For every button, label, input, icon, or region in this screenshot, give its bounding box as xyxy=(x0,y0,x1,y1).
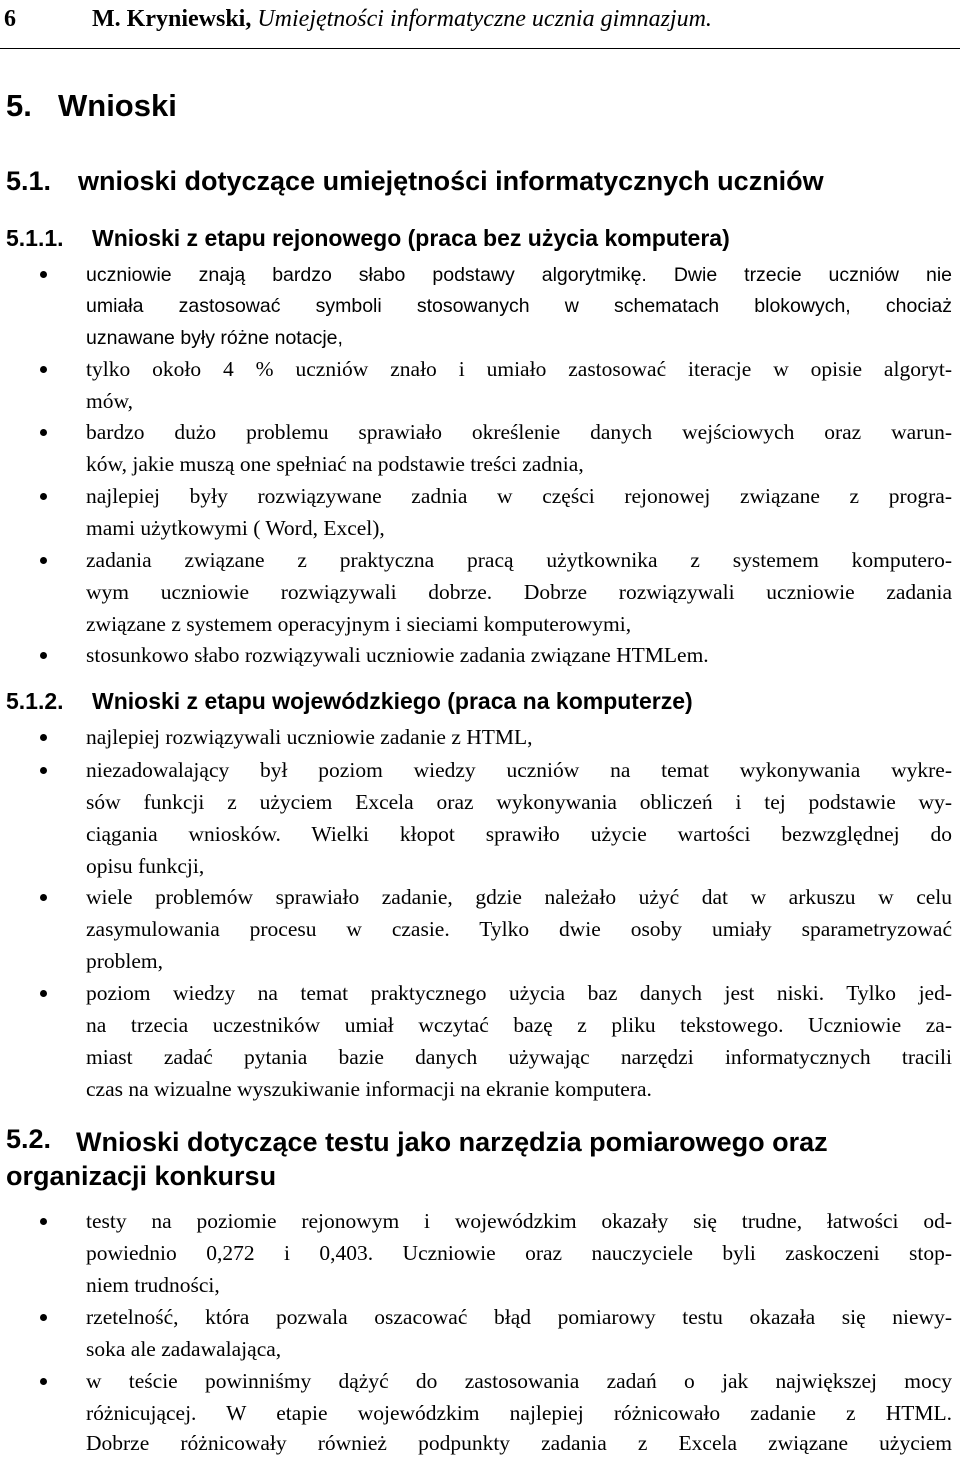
text-line: różnicującej. W etapie wojewódzkim najlepiej różnicowało zadanie z HTML. xyxy=(86,1401,952,1425)
text-line: czas na wizualne wyszukiwanie informacji na ekranie komputera. xyxy=(86,1077,652,1101)
heading-title: wnioski dotyczące umiejętności informatycznych uczniów xyxy=(78,166,824,196)
bullet-icon xyxy=(40,894,47,901)
text-line: na trzecia uczestników umiał wczytać bazę z pliku tekstowego. Uczniowie za- xyxy=(86,1013,952,1037)
text-line: najlepiej rozwiązywali uczniowie zadanie z HTML, xyxy=(86,725,533,749)
text-line: zasymulowania procesu w czasie. Tylko dwie osoby umiały sparametryzować xyxy=(86,917,952,941)
text-line: w teście powinniśmy dążyć do zastosowania zadań o jak największej mocy xyxy=(86,1369,952,1393)
text-line: związane z systemem operacyjnym i sieciami komputerowymi, xyxy=(86,612,632,636)
header-text xyxy=(92,6,712,33)
text-line: powiednio 0,272 i 0,403. Uczniowie oraz nauczyciele byli zaskoczeni stop- xyxy=(86,1241,952,1265)
bullet-icon xyxy=(40,1314,47,1321)
text-line: testy na poziomie rejonowym i wojewódzkim okazały się trudne, łatwości od- xyxy=(86,1209,952,1233)
bullet-icon xyxy=(40,557,47,564)
bullet-icon xyxy=(40,1378,47,1385)
text-line: uczniowie znają bardzo słabo podstawy algorytmikę. Dwie trzecie uczniów nie xyxy=(86,264,952,286)
text-line: niezadowalający był poziom wiedzy uczniów na temat wykonywania wykre- xyxy=(86,758,952,782)
text-line: tylko około 4 % uczniów znało i umiało zastosować iteracje w opisie algoryt- xyxy=(86,357,952,381)
bullet-icon xyxy=(40,767,47,774)
bullet-icon xyxy=(40,493,47,500)
heading-number: 5.1. xyxy=(6,166,52,196)
header-rule xyxy=(0,48,960,49)
text-line: opisu funkcji, xyxy=(86,854,205,878)
heading-section-5 xyxy=(6,88,906,128)
heading-section-5-1-1 xyxy=(6,225,946,255)
heading-section-5-1-2 xyxy=(6,688,946,718)
text-line: problem, xyxy=(86,949,164,973)
text-line: najlepiej były rozwiązywane zadnia w części rejonowej związane z progra- xyxy=(86,484,952,508)
bullet-icon xyxy=(40,271,47,278)
text-line: Dobrze różnicowały również podpunkty zadania z Excela związane użyciem xyxy=(86,1431,952,1455)
text-line: bardzo dużo problemu sprawiało określenie danych wejściowych oraz warun- xyxy=(86,420,952,444)
bullet-icon xyxy=(40,1218,47,1225)
heading-title-line-1: Wnioski dotyczące testu jako narzędzia pomiarowego oraz xyxy=(76,1127,828,1157)
text-line: wiele problemów sprawiało zadanie, gdzie należało użyć dat w arkuszu w celu xyxy=(86,885,952,909)
heading-title: Wnioski z etapu rejonowego (praca bez użycia komputera) xyxy=(92,225,730,251)
bullet-icon xyxy=(40,990,47,997)
running-header xyxy=(0,6,960,40)
text-line: wym uczniowie rozwiązywali dobrze. Dobrze rozwiązywali uczniowie zadania xyxy=(86,580,952,604)
bullet-icon xyxy=(40,429,47,436)
page-number: 6 xyxy=(4,6,16,32)
header-book-title: Umiejętności informatyczne ucznia gimnazjum. xyxy=(257,6,712,32)
text-line: poziom wiedzy na temat praktycznego użycia baz danych jest niski. Tylko jed- xyxy=(86,981,952,1005)
heading-number: 5.1.1. xyxy=(6,225,64,251)
text-line: mami użytkowymi ( Word, Excel), xyxy=(86,516,385,540)
text-line: umiała zastosować symboli stosowanych w schematach blokowych, chociaż xyxy=(86,295,952,317)
text-line: mów, xyxy=(86,389,133,413)
bullet-icon xyxy=(40,366,47,373)
heading-title: Wnioski z etapu wojewódzkiego (praca na komputerze) xyxy=(92,688,693,714)
text-line: ków, jakie muszą one spełniać na podstawie treści zadnia, xyxy=(86,452,584,476)
text-line: sów funkcji z użyciem Excela oraz wykonywania obliczeń i tej podstawie wy- xyxy=(86,790,952,814)
text-line: niem trudności, xyxy=(86,1273,220,1297)
text-line: zadania związane z praktyczna pracą użytkownika z systemem komputero- xyxy=(86,548,952,572)
header-author: M. Kryniewski, xyxy=(92,6,252,32)
heading-number: 5. xyxy=(6,88,32,123)
text-line: miast zadać pytania bazie danych używając narzędzi informatycznych tracili xyxy=(86,1045,952,1069)
bullet-icon xyxy=(40,652,47,659)
heading-section-5-1 xyxy=(6,166,946,202)
bullet-icon xyxy=(40,734,47,741)
heading-title-line-2: organizacji konkursu xyxy=(6,1161,277,1191)
text-line: uznawane były różne notacje, xyxy=(86,327,343,349)
heading-number: 5.2. xyxy=(6,1124,52,1154)
text-line: rzetelność, która pozwala oszacować błąd pomiarowy testu okazała się niewy- xyxy=(86,1305,952,1329)
text-line: ciągania wniosków. Wielki kłopot sprawiło użycie wartości bezwzględnej do xyxy=(86,822,952,846)
heading-number: 5.1.2. xyxy=(6,688,64,714)
text-line: stosunkowo słabo rozwiązywali uczniowie zadania związane HTMLem. xyxy=(86,643,709,667)
text-line: soka ale zadawalająca, xyxy=(86,1337,282,1361)
heading-title: Wnioski xyxy=(58,88,177,123)
